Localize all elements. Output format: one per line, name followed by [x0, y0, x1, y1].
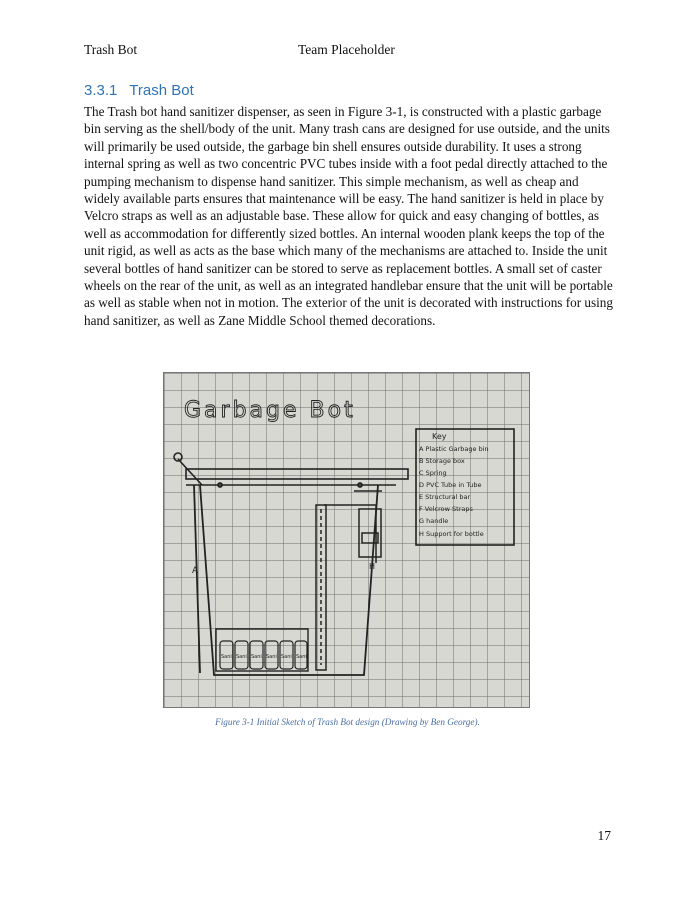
bottle-label: Sani	[251, 654, 262, 660]
key-item: A Plastic Garbage bin	[419, 445, 489, 453]
key-item: B Storage box	[419, 457, 465, 465]
section-heading	[84, 82, 194, 99]
key-item: C Spring	[419, 469, 447, 477]
body-paragraph: The Trash bot hand sanitizer dispenser, as seen in Figure 3-1, is constructed with a plastic garbage bin serving as the shell/body of the unit. Many trash cans are designed for use outside, and the units will primarily be used outside, the garbage bin shell ensures outside durability. It uses a strong internal spring as well as two concentric PVC tubes inside with a foot pedal directly attached to the pumping mechanism to dispense hand sanitizer. This simple mechanism, as well as cheap and widely available parts ensures that maintenance will be easy. The hand sanitizer is held in place by Velcro straps as well as an adjustable base. These allow for quick and easy changing of bottles, as well as accommodation for differently sized bottles. An internal wooden plank keeps the top of the unit rigid, as well as acts as the base which many of the mechanisms are attached to. Inside the unit several bottles of hand sanitizer can be stored to serve as replacement bottles. A small set of caster wheels on the rear of the unit, as well as an integrated handlebar ensure that the unit will be portable as well as stable when not in motion. The exterior of the unit is decorated with instructions for using hand sanitizer, as well as Zane Middle School themed decorations.	[84, 104, 613, 328]
figure-sketch	[163, 372, 530, 708]
section-title: Trash Bot	[129, 82, 194, 99]
sketch-title: Garbage Bot	[184, 398, 356, 423]
key-title: Key	[432, 432, 447, 441]
svg-text:H: H	[369, 562, 376, 571]
key-item: D PVC Tube in Tube	[419, 481, 482, 489]
sketch-drawing	[164, 373, 529, 707]
page-number: 17	[597, 828, 611, 843]
section-number: 3.3.1	[84, 82, 118, 99]
bottle-label: Sani	[296, 654, 307, 660]
svg-text:A: A	[192, 566, 199, 576]
figure-caption: Figure 3-1 Initial Sketch of Trash Bot design (Drawing by Ben George).	[215, 717, 480, 727]
key-item: E Structural bar	[419, 493, 471, 501]
running-header-left: Trash Bot	[84, 42, 138, 57]
key-item: F Velcrow Straps	[419, 505, 473, 513]
bottle-label: Sani	[266, 654, 277, 660]
bottle-label: Sani	[221, 654, 232, 660]
key-item: G handle	[419, 517, 449, 525]
key-item: H Support for bottle	[419, 530, 484, 538]
running-header-center: Team Placeholder	[298, 42, 395, 57]
bottle-label: Sani	[236, 654, 247, 660]
bottle-label: Sani	[281, 654, 292, 660]
